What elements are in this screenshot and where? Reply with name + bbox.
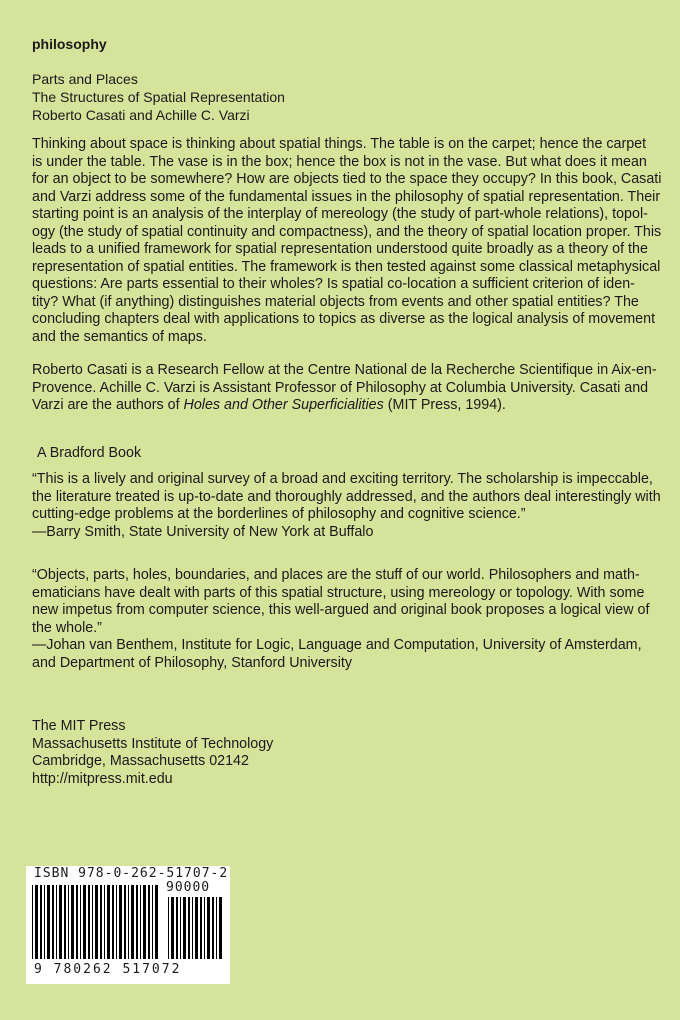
book-title: Parts and Places: [32, 71, 138, 87]
author-bio: [32, 362, 660, 415]
publisher-name: The MIT Press: [32, 718, 126, 734]
barcode-bar: [59, 885, 62, 959]
description-line: questions: Are parts essential to their wholes? Is spatial co-location a sufficient criterion of iden-: [32, 276, 635, 292]
description: [32, 136, 660, 346]
description-line: representation of spatial entities. The framework is then tested against some classical metaphysical: [32, 258, 661, 275]
barcode-bar: [44, 885, 45, 959]
description-line: leads to a unified framework for spatial representation understood quite broadly as a theory of the: [32, 241, 648, 257]
barcode-bar: [195, 897, 198, 959]
publisher-address: Cambridge, Massachusetts 02142: [32, 753, 249, 769]
isbn-text: ISBN 978-0-262-51707-2: [34, 866, 229, 881]
description-line: ogy (the study of spatial continuity and compactness), and the theory of spatial location proper. This: [32, 223, 662, 240]
ean-barcode: [32, 885, 162, 963]
barcode-bar: [40, 885, 42, 959]
barcode-bar: [219, 897, 222, 959]
barcode-bar: [124, 885, 126, 959]
barcode-bar: [188, 897, 190, 959]
barcode-bar: [32, 885, 33, 959]
barcode-bar: [216, 897, 217, 959]
subject-category: philosophy: [32, 36, 107, 52]
barcode-bar: [68, 885, 69, 959]
price-code: 90000: [166, 880, 211, 895]
barcode-bar: [88, 885, 90, 959]
barcode-bar: [100, 885, 102, 959]
barcode-bar: [180, 897, 181, 959]
barcode-bar: [83, 885, 86, 959]
barcode-bar: [136, 885, 138, 959]
barcode-bar: [64, 885, 66, 959]
barcode-bar: [192, 897, 193, 959]
title-block: [32, 70, 285, 124]
quote-line: cutting-edge problems at the borderlines of philosophy and cognitive science.”: [32, 506, 526, 522]
barcode-bar: [112, 885, 114, 959]
barcode-bar: [92, 885, 93, 959]
barcode-bar: [107, 885, 110, 959]
barcode-bar: [71, 885, 74, 959]
description-line: Thinking about space is thinking about spatial things. The table is on the carpet; hence the carpet: [32, 136, 647, 152]
barcode-bar: [47, 885, 50, 959]
bio-text: (MIT Press, 1994).: [383, 397, 506, 413]
publisher-url: http://mitpress.mit.edu: [32, 770, 173, 787]
endorsement-2: [32, 567, 660, 672]
imprint: A Bradford Book: [37, 445, 142, 461]
description-line: starting point is an analysis of the interplay of mereology (the study of part-whole relations), topol-: [32, 206, 648, 222]
price-barcode: [168, 897, 224, 961]
barcode-bar: [155, 885, 158, 959]
publisher-info: [32, 718, 273, 788]
barcode-bar: [104, 885, 105, 959]
bio-line: Provence. Achille C. Varzi is Assistant Professor of Philosophy at Columbia University. Casati and: [32, 379, 649, 396]
barcode-bar: [168, 897, 169, 959]
barcode-bar: [200, 897, 202, 959]
quote-line: the whole.”: [32, 619, 102, 636]
ean-digits: 9 780262 517072: [34, 962, 182, 977]
barcode-bar: [131, 885, 134, 959]
barcode-bar: [212, 897, 214, 959]
quote-attribution: —Barry Smith, State University of New York at Buffalo: [32, 523, 374, 540]
book-subtitle: The Structures of Spatial Representation: [32, 89, 285, 105]
barcode-bar: [52, 885, 54, 959]
description-line: and Varzi address some of the fundamental issues in the philosophy of spatial representation. Their: [32, 188, 661, 205]
publisher-institution: Massachusetts Institute of Technology: [32, 735, 274, 752]
quote-line: the literature treated is up-to-date and thoroughly addressed, and the authors deal interestingly with: [32, 488, 661, 505]
barcode-bar: [80, 885, 81, 959]
quote-line: ematicians have dealt with parts of this spatial structure, using mereology or topology. With some: [32, 584, 645, 601]
barcode-bar: [171, 897, 174, 959]
barcode-bar: [143, 885, 146, 959]
barcode-bar: [140, 885, 141, 959]
barcode-bar: [76, 885, 78, 959]
description-line: is under the table. The vase is in the box; hence the box is not in the vase. But what does it mean: [32, 153, 647, 170]
description-line: concluding chapters deal with applications to topics as diverse as the logical analysis of movement: [32, 311, 656, 327]
barcode-bar: [95, 885, 98, 959]
bio-text: Varzi are the authors of: [32, 397, 184, 413]
barcode-bar: [176, 897, 178, 959]
barcode-bar: [119, 885, 122, 959]
endorsement-1: [32, 471, 660, 541]
barcode-bar: [207, 897, 210, 959]
barcode-bar: [183, 897, 186, 959]
barcode-bar: [56, 885, 57, 959]
quote-line: “This is a lively and original survey of a broad and exciting territory. The scholarship is impeccable,: [32, 471, 653, 487]
barcode-bar: [35, 885, 38, 959]
description-line: and the semantics of maps.: [32, 328, 207, 345]
quote-attribution: —Johan van Benthem, Institute for Logic, Language and Computation, University of Amsterdam,: [32, 637, 642, 653]
description-line: for an object to be somewhere? How are objects tied to the space they occupy? In this book, Casati: [32, 171, 662, 187]
quote-line: new impetus from computer science, this well-argued and original book proposes a logical view of: [32, 602, 650, 618]
bio-line: [32, 397, 660, 415]
book-authors: Roberto Casati and Achille C. Varzi: [32, 107, 250, 123]
barcode-bar: [152, 885, 153, 959]
barcode-bar: [128, 885, 129, 959]
description-line: tity? What (if anything) distinguishes material objects from events and other spatial entities? The: [32, 293, 639, 310]
bio-line: Roberto Casati is a Research Fellow at the Centre National de la Recherche Scientifique in Aix-en-: [32, 362, 657, 378]
bio-book-title: Holes and Other Superficialities: [183, 397, 384, 413]
quote-attribution: and Department of Philosophy, Stanford University: [32, 654, 352, 671]
barcode-bar: [148, 885, 150, 959]
quote-line: “Objects, parts, holes, boundaries, and places are the stuff of our world. Philosophers and math-: [32, 567, 640, 583]
barcode-bar: [116, 885, 117, 959]
barcode-bar: [204, 897, 205, 959]
